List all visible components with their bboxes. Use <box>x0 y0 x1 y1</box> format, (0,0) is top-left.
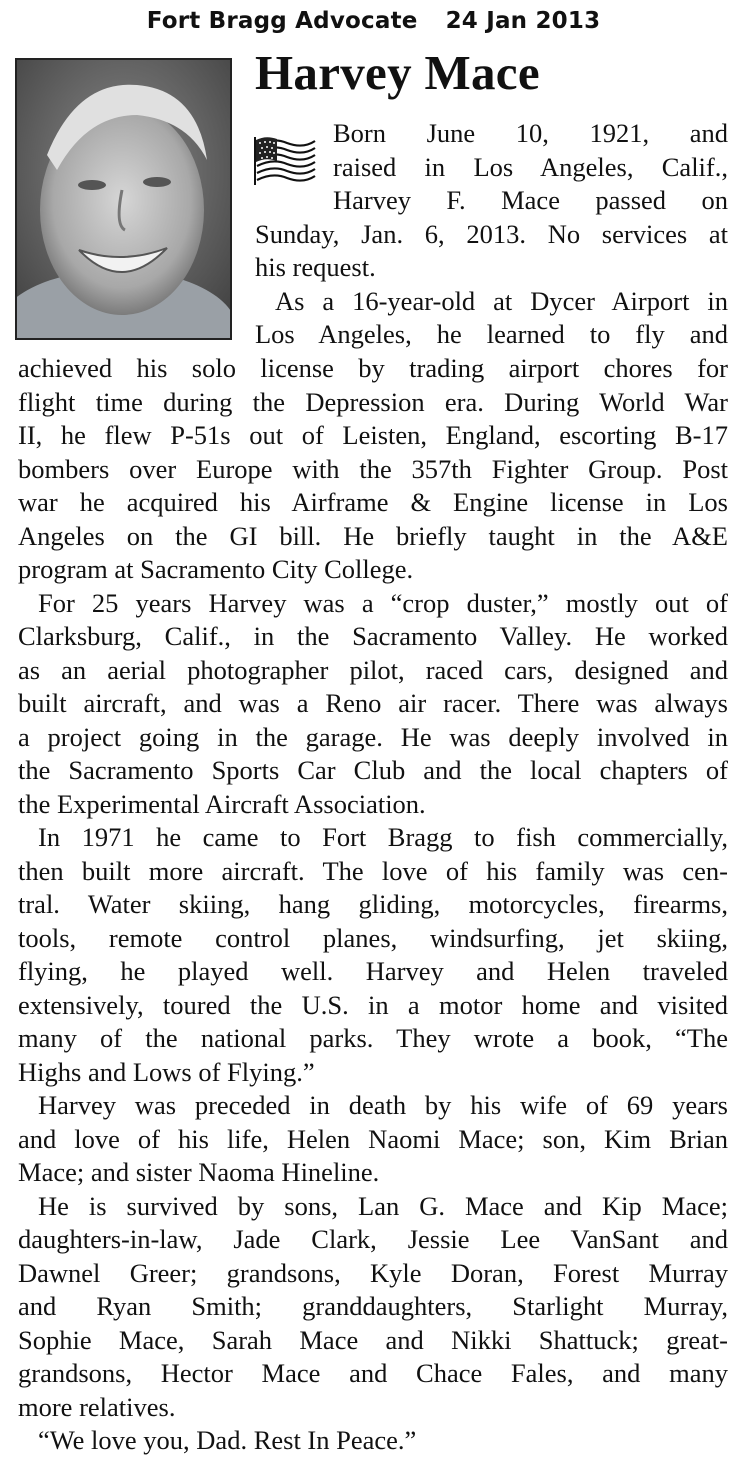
text-line: bombers over Europe with the 357th Fighter Group. Post <box>18 453 728 484</box>
publication-name: Fort Bragg Advocate <box>146 8 418 34</box>
text-line: “We love you, Dad. Rest In Peace.” <box>38 1425 417 1455</box>
text-line: He is survived by sons, Lan G. Mace and Kip Mace; <box>38 1190 728 1221</box>
text-line: extensively, toured the U.S. in a motor home and visited <box>18 989 728 1020</box>
text-line: Clarksburg, Calif., in the Sacramento Valley. He worked <box>18 621 728 651</box>
publication-date: 24 Jan 2013 <box>445 8 601 34</box>
text-line: war he acquired his Airframe & Engine license in Los <box>18 487 728 517</box>
text-line: then built more aircraft. The love of his family was cen- <box>18 855 728 886</box>
text-line: achieved his solo license by trading airport chores for <box>18 353 728 383</box>
text-line: many of the national parks. They wrote a book, “The <box>18 1023 728 1053</box>
text-line: Sophie Mace, Sarah Mace and Nikki Shattuck; great- <box>18 1324 728 1355</box>
obituary-name: Harvey Mace <box>255 45 540 100</box>
text-line: Harvey F. Mace passed on <box>333 185 728 215</box>
text-line: a project going in the garage. He was deeply involved in <box>18 721 728 752</box>
text-line: raised in Los Angeles, Calif., <box>333 151 728 182</box>
portrait-photo <box>15 58 232 340</box>
text-line: flight time during the Depression era. During World War <box>18 386 728 417</box>
text-line: Harvey was preceded in death by his wife of 69 years <box>38 1090 728 1120</box>
obituary-body <box>18 352 728 1458</box>
text-line: grandsons, Hector Mace and Chace Fales, and many <box>18 1358 728 1388</box>
text-line: as an aerial photographer pilot, raced cars, designed and <box>18 654 728 685</box>
newspaper-header <box>0 8 747 34</box>
text-line: and Ryan Smith; granddaughters, Starlight Murray, <box>18 1291 728 1321</box>
text-line: Born June 10, 1921, and <box>333 118 728 148</box>
text-line: built aircraft, and was a Reno air racer. There was always <box>18 688 728 718</box>
text-line: his request. <box>255 252 376 282</box>
text-line: tral. Water skiing, hang gliding, motorcycles, firearms, <box>18 889 728 919</box>
text-line: Mace; and sister Naoma Hineline. <box>18 1157 380 1187</box>
text-line: Highs and Lows of Flying.” <box>18 1056 315 1087</box>
obituary-intro <box>255 117 728 352</box>
text-line: Sunday, Jan. 6, 2013. No services at <box>255 218 728 249</box>
text-line: For 25 years Harvey was a “crop duster,” mostly out of <box>38 587 728 618</box>
text-line: daughters-in-law, Jade Clark, Jessie Lee VanSant and <box>18 1224 728 1254</box>
text-line: II, he flew P-51s out of Leisten, England, escorting B-17 <box>18 420 728 450</box>
text-line: more relatives. <box>18 1391 176 1422</box>
text-line: In 1971 he came to Fort Bragg to fish commercially, <box>38 822 728 852</box>
text-line: tools, remote control planes, windsurfing, jet skiing, <box>18 922 728 953</box>
text-line: and love of his life, Helen Naomi Mace; son, Kim Brian <box>18 1123 728 1154</box>
text-line: the Sacramento Sports Car Club and the local chapters of <box>18 755 728 785</box>
text-line: As a 16-year-old at Dycer Airport in <box>275 285 728 316</box>
text-line: the Experimental Aircraft Association. <box>18 788 426 819</box>
text-line: Dawnel Greer; grandsons, Kyle Doran, Forest Murray <box>18 1257 728 1288</box>
text-line: Angeles on the GI bill. He briefly taught in the A&E <box>18 520 728 551</box>
text-line: program at Sacramento City College. <box>18 554 414 584</box>
text-line: Los Angeles, he learned to fly and <box>255 319 728 349</box>
text-line: flying, he played well. Harvey and Helen traveled <box>18 956 728 986</box>
